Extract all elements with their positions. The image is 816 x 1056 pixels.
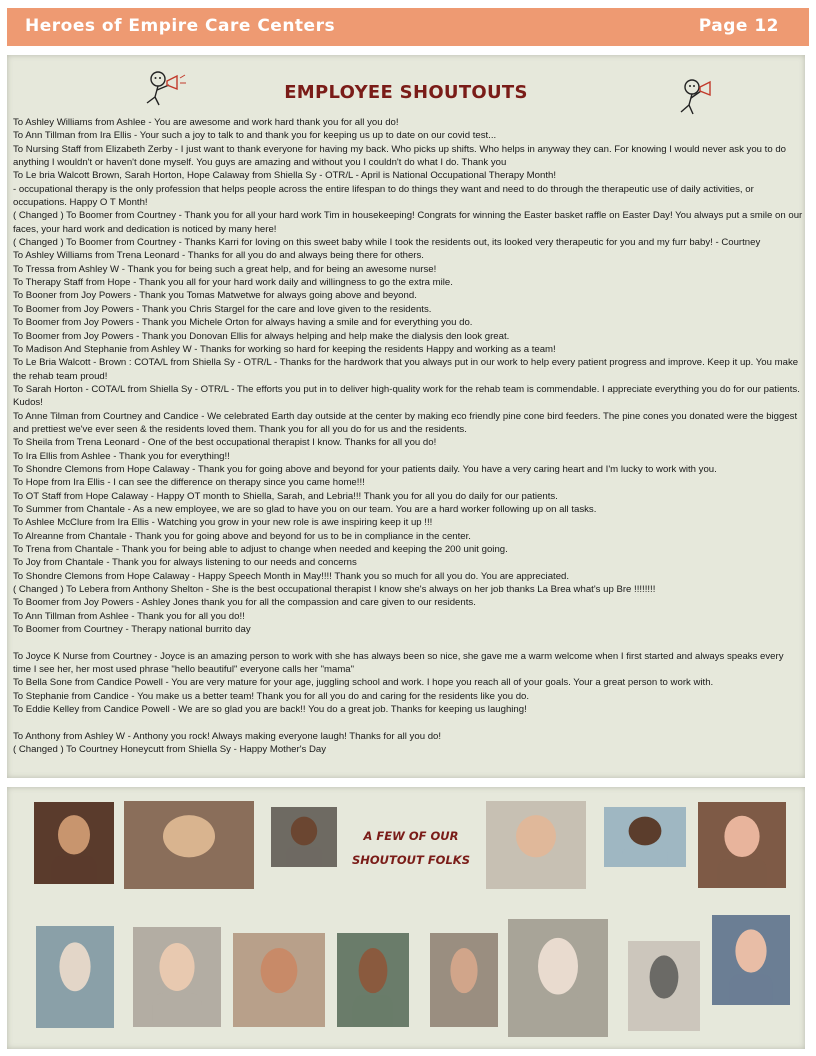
shoutout-line: To Ashley Williams from Ashlee - You are awesome and work hard thank you for all you do! xyxy=(13,117,399,128)
page-header xyxy=(7,8,809,46)
shoutout-line: To Le bria Walcott Brown, Sarah Horton, Hope Calaway from Shiella Sy - OTR/L - April is National Occupational Therapy Month! xyxy=(13,170,556,182)
shoutout-line: To Boomer from Joy Powers - Thank you Chris Stargel for the care and love given to the residents. xyxy=(13,303,432,315)
shoutout-line: To Boomer from Courtney - Therapy national burrito day xyxy=(13,624,251,636)
shoutout-line: To Le Bria Walcott - Brown : COTA/L from Shiella Sy - OTR/L - Thanks for the hardwork that you always put in our work to help every patient progress and improve. Keep it up. You make the rehab team proud! xyxy=(13,357,799,382)
shoutout-line: To Joyce K Nurse from Courtney - Joyce is an amazing person to work with she has always been so nice, she gave me a warm welcome when I first started and always speaks every time I see her, her most used phrase "hello beautiful" everyone calls her "mama" xyxy=(13,650,784,676)
shoutout-line: To Trena from Chantale - Thank you for being able to adjust to change when needed and keeping the 200 unit going. xyxy=(13,544,508,555)
gallery-caption xyxy=(351,824,471,872)
shoutout-line: To Hope from Ira Ellis - I can see the difference on therapy since you came home!!! xyxy=(13,477,365,489)
shoutout-line: - occupational therapy is the only profession that helps people across the entire lifespan to do things they want and need to do through the therapeutic use of daily activities, or occupations. Happy O T Month! xyxy=(13,183,754,209)
shoutout-line: To Boomer from Joy Powers - Thank you Michele Orton for always having a smile and for everything you do. xyxy=(13,317,473,329)
shoutout-line: To Boomer from Joy Powers - Thank you Donovan Ellis for always helping and help make the dialysis den look great. xyxy=(13,330,510,342)
photo-two-staff-masks xyxy=(124,801,254,889)
photo-woman-selfie xyxy=(698,802,786,888)
shoutout-line: ( Changed ) To Boomer from Courtney - Thanks Karri for loving on this sweet baby while I took the residents out, its looked very therapeutic for you and my furr baby! - Courtney xyxy=(13,237,761,249)
caption-line: SHOUTOUT FOLKS xyxy=(352,853,470,867)
shoutouts-panel xyxy=(7,55,805,778)
shoutout-line: To Anthony from Ashley W - Anthony you rock! Always making everyone laugh! Thanks for all you do! xyxy=(13,730,442,742)
shoutout-line: To Ann Tillman from Ashlee - Thank you for all you do!! xyxy=(13,610,245,622)
megaphone-stick-figure-icon xyxy=(672,77,718,117)
shoutout-line: To Ashley Williams from Trena Leonard - Thanks for all you do and always being there for others. xyxy=(13,250,424,262)
shoutout-line: To Nursing Staff from Elizabeth Zerby - I just want to thank everyone for having my back. Who picks up shifts. Who helps in anyway they can. For knowing I would never ask you to do anything I wouldn't or haven't done myself. You guys are amazing and without you I couldn't do what I do. Thank you xyxy=(13,143,787,169)
caption-line: A FEW OF OUR xyxy=(363,829,459,843)
photo-woman-mask-tshirt xyxy=(486,801,586,889)
spacer xyxy=(13,636,803,649)
shoutout-line: To Ann Tillman from Ira Ellis - Your such a joy to talk to and thank you for keeping us up to date on our covid test... xyxy=(13,130,497,142)
shoutout-line: To Sarah Horton - COTA/L from Shiella Sy - OTR/L - The efforts you put in to deliver high-quality work for the rehab team is commendable. I appreciate everything you do for our patients. Kudos! xyxy=(13,383,800,409)
shoutout-line: To Booner from Joy Powers - Thank you Tomas Matwetwe for always going above and beyond. xyxy=(13,290,417,302)
shoutout-line: To Anne Tilman from Courtney and Candice - We celebrated Earth day outside at the center by making eco friendly pine cone bird feeders. The pine cones you donated were the biggest and prettiest we've ever seen & the residents loved them. Thank you for all you do for us and the residents. xyxy=(13,410,798,435)
shoutout-line: To Bella Sone from Candice Powell - You are very mature for your age, juggling school and work. I hope you reach all of your goals. Your a great person to work with. xyxy=(13,677,714,689)
shoutout-line: To Madison And Stephanie from Ashley W - Thanks for working so hard for keeping the residents Happy and working as a team! xyxy=(13,343,556,355)
photo-smiling-woman-glasses xyxy=(34,802,114,884)
shoutout-line: To Summer from Chantale - As a new employee, we are so glad to have you on our team. You are a hard worker following up on all tasks. xyxy=(13,503,597,515)
photo-bunny-ears-staff xyxy=(133,927,221,1027)
shoutout-line: To Shondre Clemons from Hope Calaway - Happy Speech Month in May!!!! Thank you so much for all you do. You are appreciated. xyxy=(13,570,570,582)
photo-man-video-call xyxy=(604,807,686,867)
shoutout-line: To Ashlee McClure from Ira Ellis - Watching you grow in your new role is awe inspiring keep it up !!! xyxy=(13,517,433,529)
newsletter-title: Heroes of Empire Care Centers xyxy=(25,16,336,36)
shoutout-list xyxy=(13,116,803,757)
photo-gallery xyxy=(7,787,805,1049)
spacer xyxy=(13,716,803,729)
shoutout-line: To Therapy Staff from Hope - Thank you all for your hard work daily and willingness to go the extra mile. xyxy=(13,277,453,289)
photo-woman-purple-shirt xyxy=(430,933,498,1027)
shoutout-line: To Ira Ellis from Ashlee - Thank you for everything!! xyxy=(13,450,230,462)
shoutout-line: ( Changed ) To Boomer from Courtney - Thank you for all your hard work Tim in housekeeping! Congrats for winning the Easter basket raffle on Easter Day! You always put a smile on our faces, your hard work and dedication is noticed by many here! xyxy=(13,210,803,235)
shoutouts-title: EMPLOYEE SHOUTOUTS xyxy=(284,82,528,103)
photo-hallway-residents xyxy=(628,941,700,1031)
shoutout-line: To Stephanie from Candice - You make us a better team! Thank you for all you do and caring for the residents like you do. xyxy=(13,690,530,702)
photo-family-group xyxy=(233,933,325,1027)
shoutout-line: To Alreanne from Chantale - Thank you for going above and beyond for us to be in compliance in the center. xyxy=(13,530,471,542)
shoutout-line: To Sheila from Trena Leonard - One of the best occupational therapist I know. Thanks for all you do! xyxy=(13,437,437,449)
shoutout-line: To Joy from Chantale - Thank you for always listening to our needs and concerns xyxy=(13,557,357,569)
photo-easter-bunny-man xyxy=(36,926,114,1028)
photo-woman-glasses-selfie xyxy=(712,915,790,1005)
photo-woman-mask-earth-day xyxy=(508,919,608,1037)
shoutout-line: To Eddie Kelley from Candice Powell - We are so glad you are back!! You do a great job. Thanks for keeping us laughing! xyxy=(13,704,527,716)
shoutout-line: To OT Staff from Hope Calaway - Happy OT month to Shiella, Sarah, and Lebria!!! Thank you for all you do daily for our patients. xyxy=(13,490,558,502)
page-number: Page 12 xyxy=(698,16,779,36)
shoutout-line: ( Changed ) To Courtney Honeycutt from Shiella Sy - Happy Mother's Day xyxy=(13,744,327,756)
photo-young-man-smiling xyxy=(337,933,409,1027)
shoutout-line: To Shondre Clemons from Hope Calaway - Thank you for going above and beyond for your patients daily. You have a very caring heart and I'm lucky to work with you. xyxy=(13,463,717,475)
shoutout-line: To Tressa from Ashley W - Thank you for being such a great help, and for being an awesome nurse! xyxy=(13,263,437,275)
shoutout-line: ( Changed ) To Lebera from Anthony Shelton - She is the best occupational therapist I know she's always on her job thanks La Brea what's up Bre !!!!!!!! xyxy=(13,584,656,596)
photo-man-gloves xyxy=(271,807,337,867)
shoutout-line: To Boomer from Joy Powers - Ashley Jones thank you for all the compassion and care given to our residents. xyxy=(13,597,476,609)
